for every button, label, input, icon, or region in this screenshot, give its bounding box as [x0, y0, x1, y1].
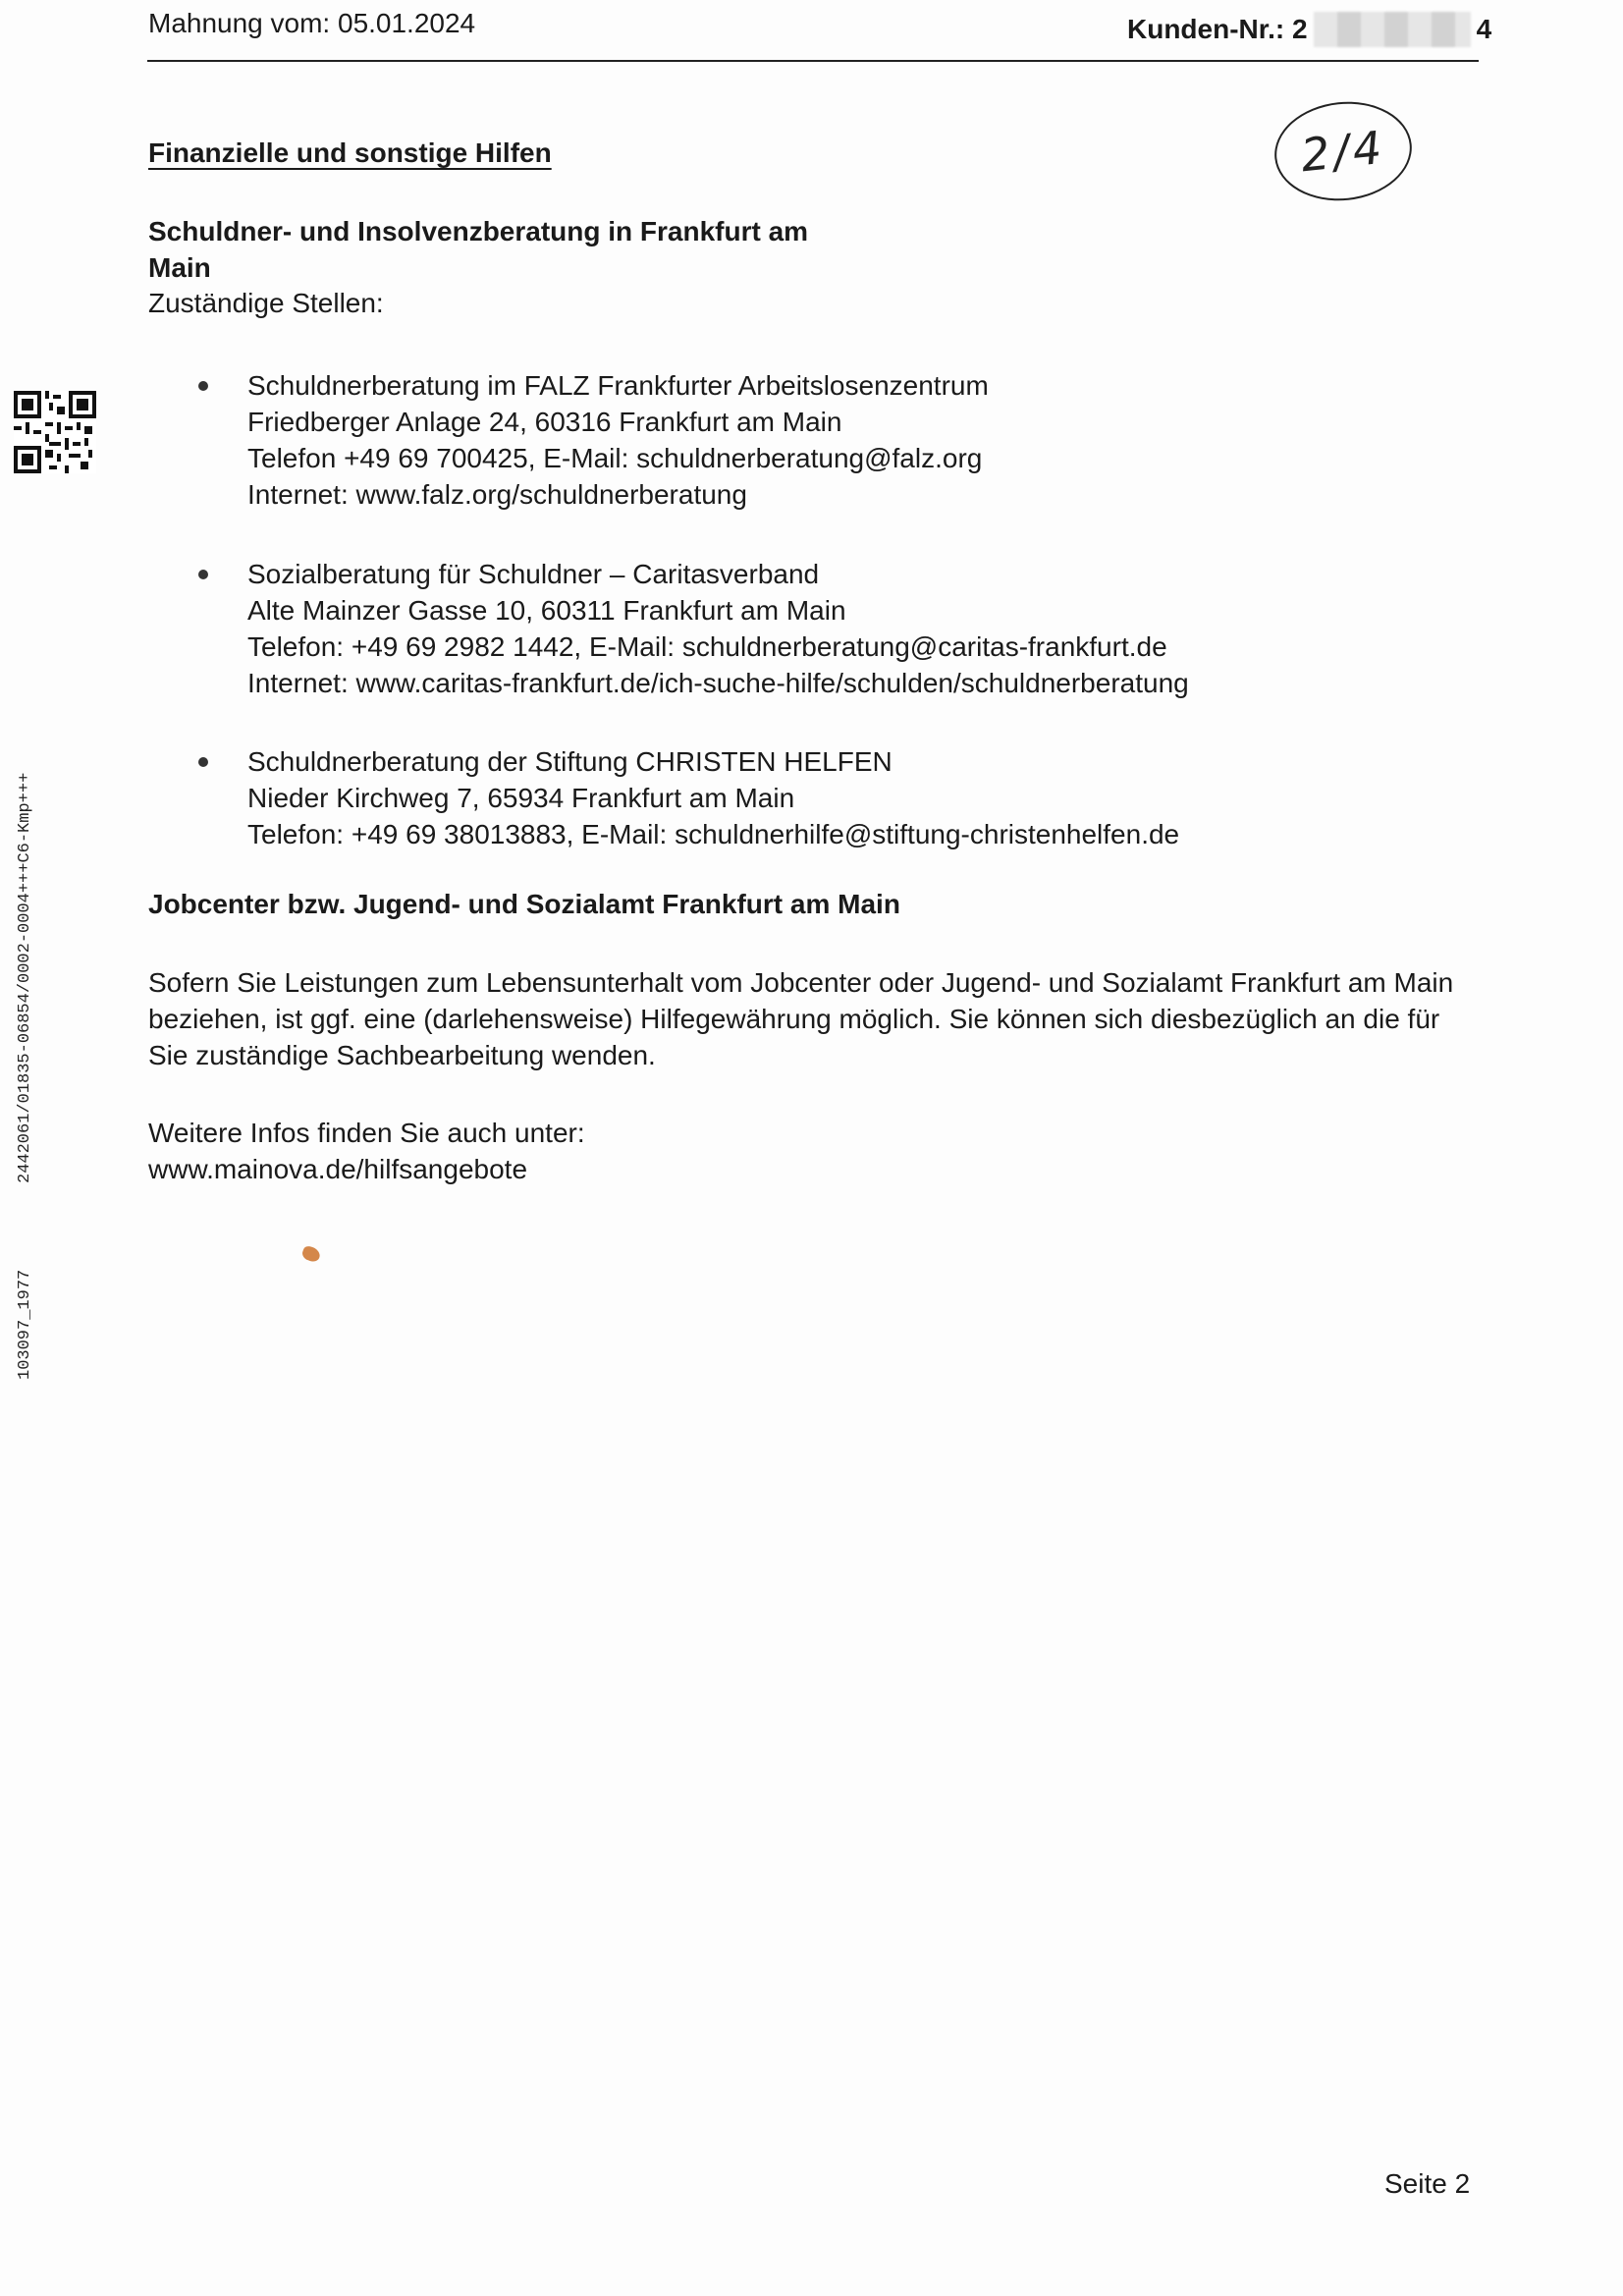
- contact-website: Internet: www.falz.org/schuldnerberatung: [247, 479, 747, 510]
- contact-entry-christen-helfen: [247, 743, 1179, 852]
- document-batch-code: 103097_1977: [16, 1269, 34, 1380]
- contact-name: Sozialberatung für Schuldner – Caritasverband: [247, 559, 820, 589]
- bullet-icon: [198, 757, 208, 767]
- jobcenter-text: Sofern Sie Leistungen zum Lebensunterhalt vom Jobcenter oder Jugend- und Sozialamt Frankfurt am Main beziehen, ist ggf. eine (darlehensweise) Hilfegewährung möglich. Sie können sich diesbezüglich an die für Sie zuständige Sachbearbeitung wenden.: [148, 967, 1454, 1070]
- qr-code-icon: [14, 391, 96, 473]
- contact-address: Alte Mainzer Gasse 10, 60311 Frankfurt am Main: [247, 595, 846, 626]
- subsection-intro: Zuständige Stellen:: [148, 288, 384, 318]
- contact-entry-caritas: [247, 556, 1189, 701]
- contact-phone-email: Telefon +49 69 700425, E-Mail: schuldnerberatung@falz.org: [247, 443, 983, 473]
- contact-entry-falz: [247, 367, 989, 513]
- reminder-date: Mahnung vom: 05.01.2024: [148, 8, 476, 38]
- document-tracking-code: 2442061/01835-06854/0002-0004+++C6-Kmp+++: [16, 772, 34, 1183]
- paper-blot: [300, 1244, 322, 1263]
- jobcenter-title: Jobcenter bzw. Jugend- und Sozialamt Frankfurt am Main: [148, 889, 900, 919]
- contact-name: Schuldnerberatung der Stiftung CHRISTEN HELFEN: [247, 746, 893, 777]
- bullet-icon: [198, 381, 208, 391]
- customer-number-suffix: 4: [1476, 14, 1492, 44]
- contact-phone-email: Telefon: +49 69 38013883, E-Mail: schuldnerhilfe@stiftung-christenhelfen.de: [247, 819, 1180, 849]
- contact-phone-email: Telefon: +49 69 2982 1442, E-Mail: schuldnerberatung@caritas-frankfurt.de: [247, 631, 1167, 662]
- redacted-area: [1314, 12, 1471, 47]
- bullet-icon: [198, 570, 208, 579]
- more-info-url: www.mainova.de/hilfsangebote: [148, 1154, 528, 1184]
- customer-number-label: Kunden-Nr.: 2: [1127, 14, 1308, 44]
- more-info-label: Weitere Infos finden Sie auch unter:: [148, 1118, 585, 1148]
- handwritten-page-mark: [1270, 95, 1417, 207]
- page-number: Seite 2: [1384, 2168, 1471, 2199]
- handwritten-page-mark-text: 2/4: [1298, 120, 1388, 183]
- contact-name: Schuldnerberatung im FALZ Frankfurter Arbeitslosenzentrum: [247, 370, 989, 401]
- customer-number: [1127, 12, 1491, 47]
- more-info: [148, 1115, 585, 1187]
- contact-website: Internet: www.caritas-frankfurt.de/ich-suche-hilfe/schulden/schuldnerberatung: [247, 668, 1189, 698]
- section-title: Finanzielle und sonstige Hilfen: [148, 137, 552, 168]
- contact-address: Nieder Kirchweg 7, 65934 Frankfurt am Main: [247, 783, 795, 813]
- contact-address: Friedberger Anlage 24, 60316 Frankfurt am Main: [247, 407, 842, 437]
- subsection-title: Schuldner- und Insolvenzberatung in Frankfurt am Main: [148, 216, 809, 283]
- header-divider: [147, 60, 1479, 62]
